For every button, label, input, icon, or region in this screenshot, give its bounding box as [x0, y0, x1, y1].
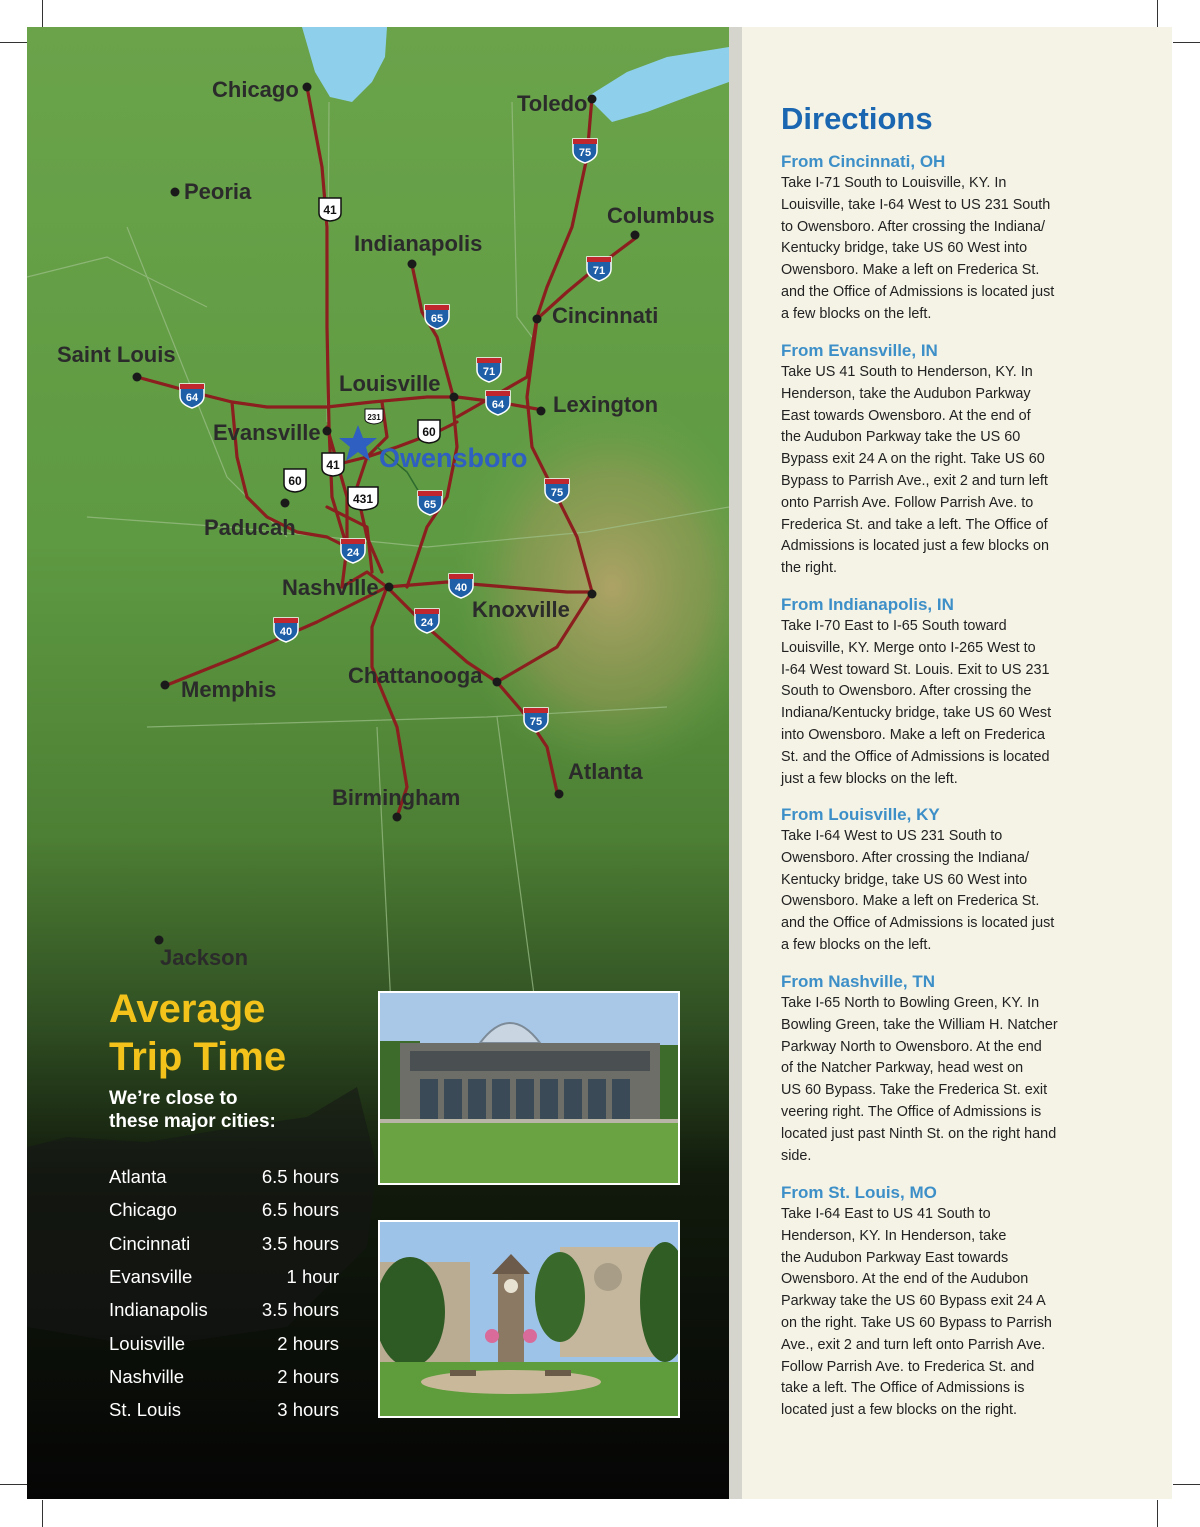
svg-text:75: 75 — [529, 716, 543, 728]
trip-row — [109, 1233, 339, 1263]
direction-line: on the right. Take US 60 Bypass to Parrish — [781, 1314, 1052, 1331]
direction-section — [781, 804, 1101, 957]
direction-line: US 60 Bypass. Take the Frederica St. exit — [781, 1082, 1048, 1099]
city-dot — [408, 260, 417, 269]
panel-divider — [729, 27, 742, 1499]
direction-heading: From Nashville, TN — [781, 972, 935, 991]
svg-text:60: 60 — [288, 474, 302, 488]
direction-text — [781, 826, 1101, 957]
direction-line: Follow Parrish Ave. to Frederica St. and — [781, 1358, 1035, 1375]
city-label-memphis: Memphis — [181, 677, 277, 702]
city-label-columbus: Columbus — [607, 203, 715, 228]
direction-line: take a left. The Office of Admissions is — [781, 1380, 1025, 1397]
city-label-owensboro: Owensboro — [379, 443, 528, 473]
city-label-paducah: Paducah — [204, 515, 296, 540]
city-dot — [493, 678, 502, 687]
direction-line: to Owensboro. After crossing the Indiana/ — [781, 218, 1045, 235]
svg-text:24: 24 — [420, 617, 434, 629]
interstate-shield-icon — [418, 491, 442, 515]
svg-text:64: 64 — [185, 392, 199, 404]
direction-line: Louisville, KY. Merge onto I-265 West to — [781, 639, 1036, 656]
city-label-birmingham: Birmingham — [332, 785, 461, 810]
direction-line: Bypass to Parrish Ave., exit 2 and turn left — [781, 472, 1048, 489]
interstate-shield-icon — [180, 384, 204, 408]
direction-line: Ave., exit 2 and turn left onto Parrish Ave. — [781, 1336, 1046, 1353]
trip-row — [109, 1266, 339, 1296]
direction-heading: From Evansville, IN — [781, 341, 938, 360]
interstate-shield-icon — [425, 305, 449, 329]
svg-text:431: 431 — [352, 492, 374, 506]
direction-line: veering right. The Office of Admissions is — [781, 1103, 1042, 1120]
interstate-shield-icon — [449, 574, 473, 598]
direction-line: side. — [781, 1147, 812, 1164]
trip-city: Atlanta — [109, 1166, 167, 1187]
direction-line: Bypass exit 24 A on the right. Take US 60 — [781, 451, 1045, 468]
title-line: Trip Time — [109, 1035, 287, 1079]
city-label-chicago: Chicago — [212, 77, 299, 102]
interstate-shield-icon — [524, 708, 548, 732]
direction-heading: From Louisville, KY — [781, 805, 940, 824]
trip-city: Evansville — [109, 1266, 193, 1287]
direction-line: Bowling Green, take the William H. Natcher — [781, 1016, 1058, 1033]
direction-line: Kentucky bridge, take US 60 West into — [781, 871, 1028, 888]
direction-heading: From Cincinnati, OH — [781, 152, 946, 171]
us-route-shield-icon — [284, 469, 306, 492]
interstate-shield-icon — [573, 139, 597, 163]
us-route-shield-icon — [365, 409, 383, 424]
directions-panel — [742, 27, 1172, 1499]
interstate-shield-icon — [545, 479, 569, 503]
direction-line: Owensboro. At the end of the Audubon — [781, 1271, 1029, 1288]
trip-city: St. Louis — [109, 1399, 181, 1420]
direction-line: St. and the Office of Admissions is located — [781, 748, 1050, 765]
direction-text — [781, 1204, 1101, 1422]
city-label-knoxville: Knoxville — [472, 597, 570, 622]
direction-line: Take I-64 West to US 231 South to — [781, 828, 1003, 844]
direction-line: Parkway take the US 60 Bypass exit 24 A — [781, 1293, 1046, 1310]
city-dot — [281, 499, 290, 508]
trip-duration: 3.5 hours — [261, 1233, 339, 1254]
trip-duration: 3.5 hours — [261, 1299, 339, 1320]
direction-heading: From St. Louis, MO — [781, 1183, 937, 1202]
trip-duration: 1 hour — [286, 1266, 339, 1287]
direction-line: a few blocks on the left. — [781, 936, 932, 953]
direction-line: located just past Ninth St. on the right hand — [781, 1125, 1057, 1142]
crop-mark — [42, 1500, 43, 1527]
direction-line: Owensboro. After crossing the Indiana/ — [781, 849, 1029, 866]
svg-text:75: 75 — [550, 487, 564, 499]
trip-row — [109, 1366, 339, 1396]
svg-text:40: 40 — [279, 626, 293, 638]
direction-line: South to Owensboro. After crossing the — [781, 683, 1032, 700]
city-label-chattanooga: Chattanooga — [348, 663, 483, 688]
direction-line: into Owensboro. Make a left on Frederica — [781, 726, 1045, 743]
city-dot — [161, 681, 170, 690]
interstate-shield-icon — [341, 539, 365, 563]
city-label-toledo: Toledo — [517, 91, 588, 116]
average-trip-time-title — [109, 985, 286, 1081]
trip-city: Cincinnati — [109, 1233, 191, 1254]
direction-line: a few blocks on the left. — [781, 305, 932, 322]
svg-text:24: 24 — [346, 547, 360, 559]
direction-line: located just a few blocks on the right. — [781, 1402, 1017, 1419]
direction-line: and the Office of Admissions is located just — [781, 915, 1055, 932]
us-route-shield-icon — [348, 487, 378, 510]
trip-row — [109, 1299, 339, 1329]
subtitle-line: these major cities: — [109, 1111, 276, 1132]
direction-line: Henderson, KY. In Henderson, take — [781, 1227, 1007, 1244]
direction-line: Owensboro. Make a left on Frederica St. — [781, 262, 1040, 279]
city-dot — [588, 590, 597, 599]
campus-building-photo — [378, 991, 680, 1185]
interstate-shield-icon — [477, 358, 501, 382]
direction-line: Owensboro. Make a left on Frederica St. — [781, 893, 1040, 910]
direction-line: I-64 West toward St. Louis. Exit to US 231 — [781, 661, 1050, 678]
direction-line: Take I-65 North to Bowling Green, KY. In — [781, 995, 1040, 1011]
city-dot — [385, 583, 394, 592]
svg-text:41: 41 — [323, 203, 337, 217]
crop-mark — [0, 1484, 27, 1485]
direction-text — [781, 616, 1101, 790]
direction-text — [781, 362, 1101, 580]
direction-line: the Audubon Parkway East towards — [781, 1249, 1009, 1266]
city-label-jackson: Jackson — [160, 945, 249, 970]
city-dot — [533, 315, 542, 324]
direction-line: onto Parrish Ave. Follow Parrish Ave. to — [781, 494, 1034, 511]
trip-duration: 6.5 hours — [261, 1166, 339, 1187]
title-line: Average — [109, 987, 266, 1031]
city-dot — [393, 813, 402, 822]
trip-city: Chicago — [109, 1199, 177, 1220]
direction-section — [781, 151, 1101, 326]
direction-section — [781, 1182, 1101, 1422]
direction-text — [781, 173, 1101, 326]
crop-mark — [1173, 1484, 1200, 1485]
direction-section — [781, 340, 1101, 580]
directions-title: Directions — [781, 101, 933, 136]
map-panel — [27, 27, 729, 1499]
city-dot — [303, 83, 312, 92]
subtitle-line: We’re close to — [109, 1088, 238, 1109]
city-dot — [631, 231, 640, 240]
direction-line: just a few blocks on the left. — [781, 770, 958, 787]
trip-duration: 2 hours — [277, 1333, 339, 1354]
svg-text:75: 75 — [578, 147, 592, 159]
direction-text — [781, 993, 1101, 1167]
direction-section — [781, 594, 1101, 790]
trip-city: Indianapolis — [109, 1299, 208, 1320]
crop-mark — [42, 0, 43, 27]
direction-line: Indiana/Kentucky bridge, take US 60 West — [781, 705, 1052, 722]
us-route-shield-icon — [319, 198, 341, 221]
direction-heading: From Indianapolis, IN — [781, 595, 954, 614]
direction-line: Henderson, take the Audubon Parkway — [781, 385, 1031, 402]
city-dot — [171, 188, 180, 197]
trip-duration: 6.5 hours — [261, 1199, 339, 1220]
direction-line: the Audubon Parkway take the US 60 — [781, 429, 1021, 446]
svg-text:71: 71 — [482, 366, 496, 378]
direction-line: Louisville, take I-64 West to US 231 South — [781, 196, 1051, 213]
clock-tower-photo — [378, 1220, 680, 1418]
crop-mark — [1173, 42, 1200, 43]
us-route-shield-icon — [418, 420, 440, 443]
city-dot — [323, 427, 332, 436]
city-dot — [155, 936, 164, 945]
trip-row — [109, 1199, 339, 1229]
city-label-evansville: Evansville — [213, 420, 321, 445]
city-label-lexington: Lexington — [553, 392, 659, 417]
city-label-nashville: Nashville — [282, 575, 379, 600]
direction-line: Frederica St. and take a left. The Office of — [781, 516, 1048, 533]
trip-city: Louisville — [109, 1333, 186, 1354]
us-route-shield-icon — [322, 453, 344, 476]
direction-line: of the Natcher Parkway, head west on — [781, 1060, 1024, 1077]
trip-subtitle — [109, 1087, 349, 1133]
svg-text:41: 41 — [326, 458, 340, 472]
city-dot — [588, 95, 597, 104]
direction-line: Parkway North to Owensboro. At the end — [781, 1038, 1042, 1055]
interstate-shield-icon — [274, 618, 298, 642]
trip-duration: 2 hours — [277, 1366, 339, 1387]
direction-line: Take US 41 South to Henderson, KY. In — [781, 364, 1033, 380]
city-dot — [450, 393, 459, 402]
city-label-saint-louis: Saint Louis — [57, 342, 176, 367]
interstate-shield-icon — [486, 391, 510, 415]
city-label-peoria: Peoria — [184, 179, 252, 204]
crop-mark — [1157, 0, 1158, 27]
city-dot — [133, 373, 142, 382]
direction-line: and the Office of Admissions is located just — [781, 283, 1055, 300]
city-dot — [555, 790, 564, 799]
trip-row — [109, 1333, 339, 1363]
svg-text:60: 60 — [422, 425, 436, 439]
direction-line: East towards Owensboro. At the end of — [781, 407, 1031, 424]
direction-line: Take I-71 South to Louisville, KY. In — [781, 175, 1007, 191]
direction-section — [781, 971, 1101, 1167]
trip-row — [109, 1399, 339, 1429]
city-label-atlanta: Atlanta — [568, 759, 643, 784]
city-label-louisville: Louisville — [339, 371, 441, 396]
crop-mark — [1157, 1500, 1158, 1527]
direction-line: Admissions is located just a few blocks on — [781, 538, 1049, 555]
trip-row — [109, 1166, 339, 1196]
svg-text:64: 64 — [491, 399, 505, 411]
trip-city: Nashville — [109, 1366, 185, 1387]
svg-text:71: 71 — [592, 265, 606, 277]
city-dot — [537, 407, 546, 416]
svg-text:40: 40 — [454, 582, 468, 594]
direction-line: Kentucky bridge, take US 60 West into — [781, 240, 1028, 257]
direction-line: Take I-64 East to US 41 South to — [781, 1206, 991, 1222]
direction-line: Take I-70 East to I-65 South toward — [781, 618, 1007, 634]
interstate-shield-icon — [415, 609, 439, 633]
direction-line: the right. — [781, 560, 837, 577]
svg-text:65: 65 — [423, 499, 437, 511]
trip-duration: 3 hours — [277, 1399, 339, 1420]
svg-text:231: 231 — [367, 413, 381, 422]
interstate-shield-icon — [587, 257, 611, 281]
city-label-indianapolis: Indianapolis — [354, 231, 483, 256]
crop-mark — [0, 42, 27, 43]
city-label-cincinnati: Cincinnati — [552, 303, 659, 328]
svg-text:65: 65 — [430, 313, 444, 325]
